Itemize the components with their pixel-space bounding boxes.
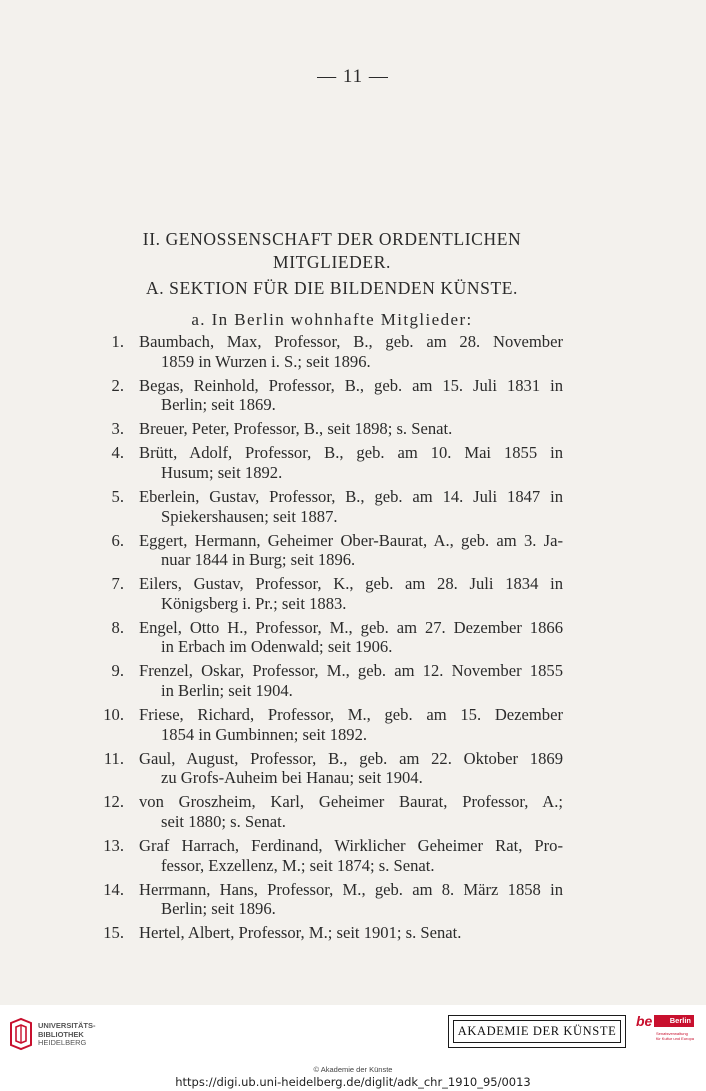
member-entry-line: Frenzel, Oskar, Professor, M., geb. am 12. November 1855 [139,661,563,681]
member-entry-number: 14. [103,879,124,899]
member-entry [100,836,563,875]
chapter-heading [100,228,564,274]
member-entry [100,531,563,570]
member-entry [100,880,563,919]
member-entry-number: 11. [103,748,124,768]
member-entry-line: in Erbach im Odenwald; seit 1906. [161,637,393,657]
member-entry-number: 6. [111,530,124,550]
member-entry-number: 15. [103,923,124,943]
member-entry-line: nuar 1844 in Burg; seit 1896. [161,550,356,570]
berlin-flag-label: Berlin [654,1015,694,1027]
member-entry-number: 5. [111,486,124,506]
member-entry-line: Berlin; seit 1869. [161,395,276,415]
member-entry-line: in Berlin; seit 1904. [161,681,293,700]
permalink-url[interactable]: https://digi.ub.uni-heidelberg.de/diglit/adk_chr_1910_95/0013 [175,1075,531,1089]
member-entry [100,376,563,415]
member-entry-line: Husum; seit 1892. [161,462,283,482]
member-entry-line: Berlin; seit 1896. [161,899,276,919]
member-entry-number: 4. [111,443,124,463]
member-entry [100,749,563,788]
member-entry [100,923,563,943]
member-entry [100,618,563,657]
member-entry-line: Eilers, Gustav, Professor, K., geb. am 28. Juli 1834 in [139,574,563,594]
university-library-logo[interactable] [8,1013,118,1053]
member-entry-number: 13. [103,835,124,855]
page-number: — 11 — [317,66,389,87]
member-entry-line: Königsberg i. Pr.; seit 1883. [161,593,347,613]
member-entry [100,661,563,700]
berlin-be-mark: be [636,1013,653,1029]
subsection-heading: a. In Berlin wohnhafte Mitglieder: [191,310,473,329]
member-entry-line: Gaul, August, Professor, B., geb. am 22. Oktober 1869 [139,748,563,768]
member-entry-number: 7. [111,574,124,594]
member-entry-number: 9. [111,661,124,681]
member-entry-line: Graf Harrach, Ferdinand, Wirklicher Geheimer Rat, Pro- [139,835,563,855]
member-entry-line: Eberlein, Gustav, Professor, B., geb. am 14. Juli 1847 in [139,486,563,506]
member-entry-number: 10. [103,705,124,725]
member-entry-line: 1859 in Wurzen i. S.; seit 1896. [161,351,371,371]
member-entry-line: Spiekershausen; seit 1887. [161,506,338,526]
member-entry [100,332,563,371]
member-entry-line: Begas, Reinhold, Professor, B., geb. am 15. Juli 1831 in [139,375,563,395]
member-entry [100,574,563,613]
member-entry-line: Engel, Otto H., Professor, M., geb. am 27. Dezember 1866 [139,617,563,637]
member-entry [100,705,563,744]
member-entry-line: Baumbach, Max, Professor, B., geb. am 28. November [139,332,563,351]
akademie-label: AKADEMIE DER KÜNSTE [453,1020,621,1043]
member-entry-line: zu Grofs-Auheim bei Hanau; seit 1904. [161,768,423,788]
viewer-footer [0,1005,706,1091]
member-entry-line: seit 1880; s. Senat. [161,811,286,831]
member-list [100,332,563,947]
member-entry-number: 12. [103,792,124,812]
member-entry-line: fessor, Exzellenz, M.; seit 1874; s. Senat. [161,855,435,875]
member-entry-line: Hertel, Albert, Professor, M.; seit 1901; s. Senat. [139,923,462,943]
member-entry-line: Eggert, Hermann, Geheimer Ober-Baurat, A., geb. am 3. Ja- [139,530,563,550]
university-seal-icon [8,1017,34,1051]
university-library-label: UNIVERSITÄTS- BIBLIOTHEK HEIDELBERG [38,1021,96,1048]
member-entry-line: Herrmann, Hans, Professor, M., geb. am 8. März 1858 in [139,879,563,899]
member-entry [100,443,563,482]
member-entry-line: Brütt, Adolf, Professor, B., geb. am 10. Mai 1855 in [139,443,563,463]
member-entry-line: von Groszheim, Karl, Geheimer Baurat, Professor, A.; [139,792,563,812]
member-entry [100,487,563,526]
member-entry-number: 8. [111,617,124,637]
section-heading: A. SEKTION FÜR DIE BILDENDEN KÜNSTE. [145,278,519,298]
akademie-logo[interactable] [448,1015,626,1048]
member-entry [100,792,563,831]
member-entry [100,419,563,439]
copyright-notice: © Akademie der Künste [313,1065,393,1074]
chapter-heading-line1: II. GENOSSENSCHAFT DER ORDENTLICHEN [142,229,522,249]
chapter-heading-line2: MITGLIEDER. [273,252,391,272]
member-entry-number: 3. [111,419,124,439]
member-entry-number: 2. [111,375,124,395]
member-entry-line: 1854 in Gumbinnen; seit 1892. [161,724,368,744]
member-entry-number: 1. [111,332,124,351]
berlin-senate-logo[interactable] [636,1013,696,1051]
berlin-subtitle: Senatsverwaltung für Kultur und Europa [656,1031,695,1041]
member-entry-line: Breuer, Peter, Professor, B., seit 1898; s. Senat. [139,419,453,439]
member-entry-line: Friese, Richard, Professor, M., geb. am 15. Dezember [139,705,563,725]
